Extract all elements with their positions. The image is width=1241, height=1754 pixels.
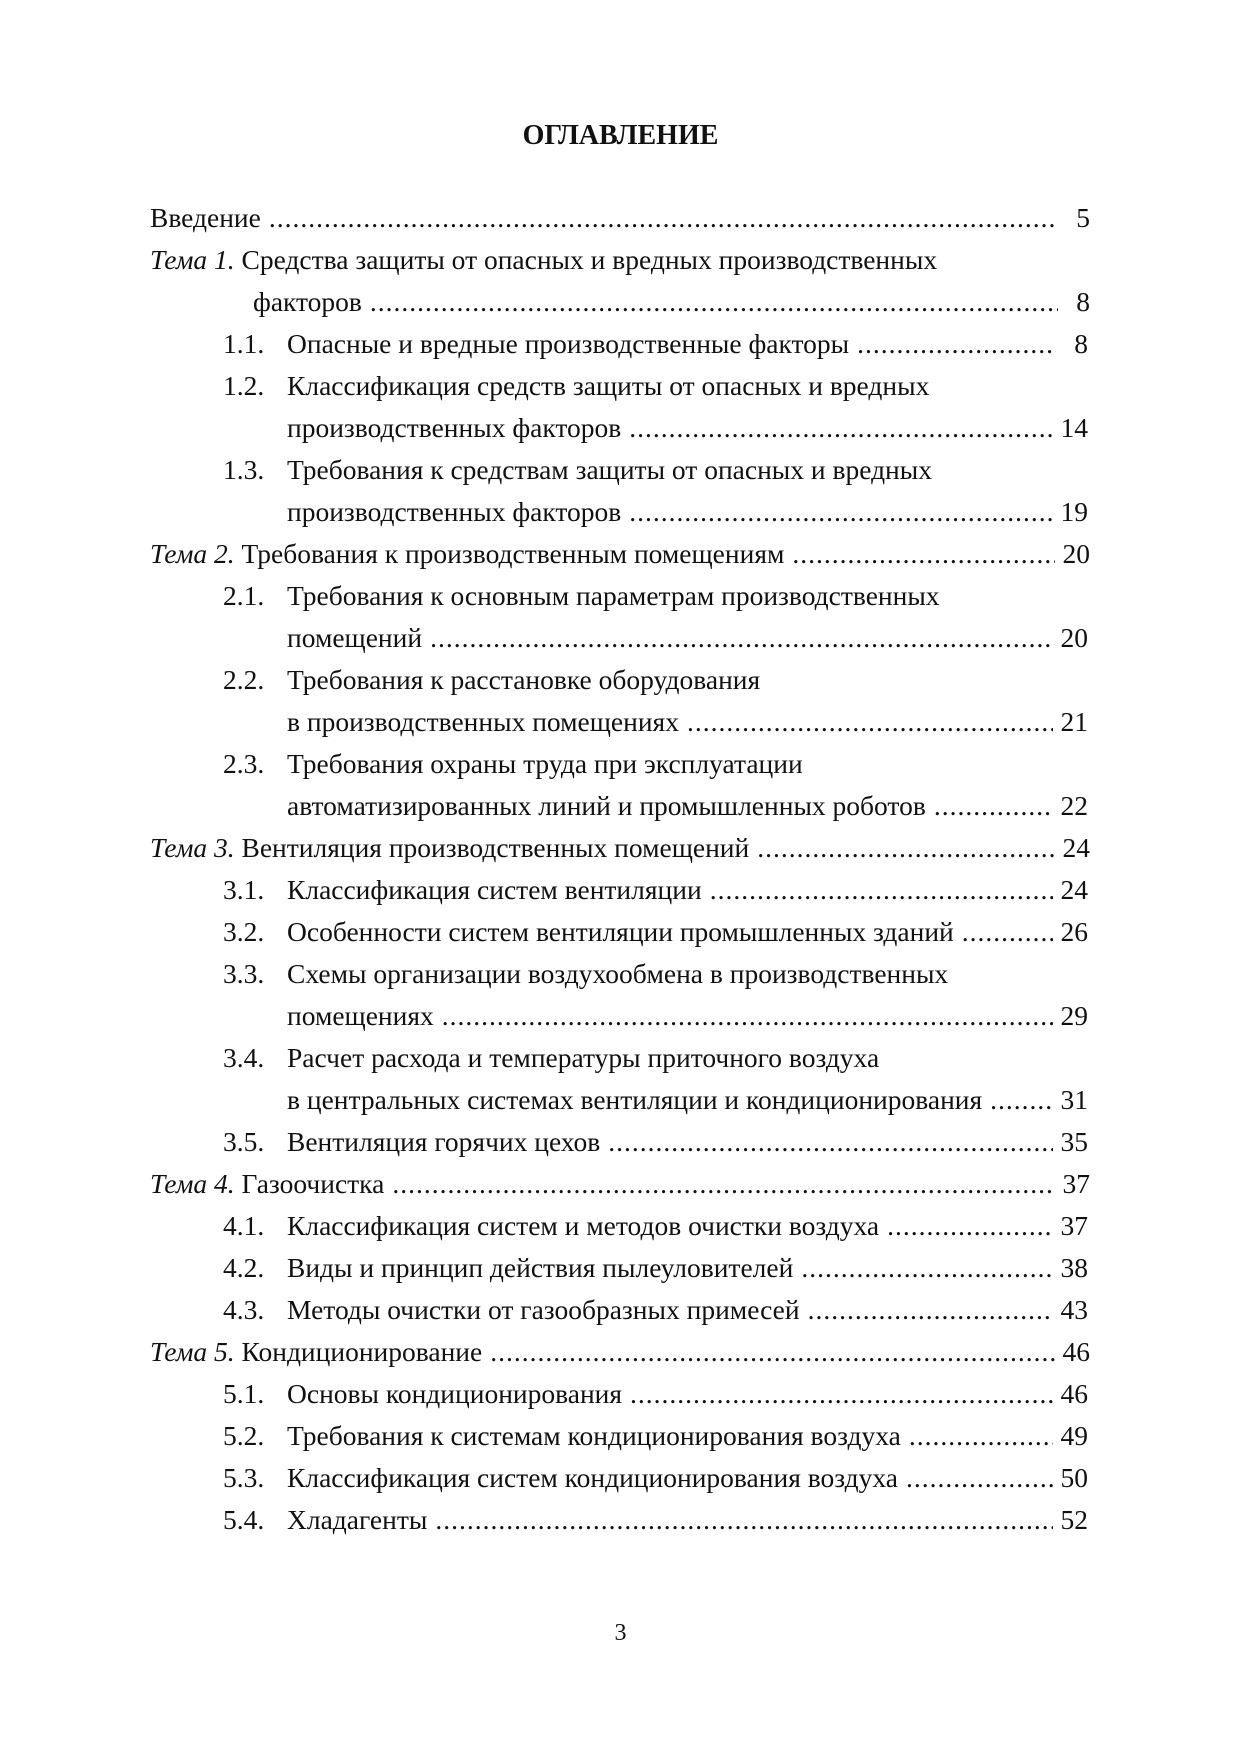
toc-subentry-text: Требования к расстановке оборудования [287,664,761,695]
dot-leader [887,1205,1052,1247]
dot-leader [962,911,1053,953]
toc-subentry[interactable] [150,1499,1090,1541]
toc-subentry-continued[interactable] [150,407,1090,449]
toc-theme-label: Тема 2. [150,538,235,569]
toc-page-number: 38 [1060,1252,1088,1283]
page-title: ОГЛАВЛЕНИЕ [522,120,719,151]
toc-subentry-number: 2.3. [223,748,265,779]
toc-subentry-text: Требования охраны труда при эксплуатации [287,748,803,779]
dot-leader [687,701,1053,743]
toc-entry-text: Введение [150,202,261,233]
toc-theme-title: Требования к производственным помещениям [241,538,785,569]
toc-subentry-number: 3.3. [223,958,265,989]
table-of-contents [150,197,1090,1541]
toc-subentry-continued[interactable] [150,995,1090,1037]
toc-page-number: 37 [1062,1168,1090,1199]
toc-theme-title: Кондиционирование [241,1336,483,1367]
dot-leader [801,1247,1052,1289]
toc-subentry-text: Требования к основным параметрам производственных [287,580,940,611]
toc-subentry[interactable] [150,911,1090,953]
toc-theme-label: Тема 4. [150,1168,235,1199]
toc-subentry-number: 5.3. [223,1462,265,1493]
dot-leader [710,869,1053,911]
toc-subentry[interactable] [150,1415,1090,1457]
toc-subentry[interactable] [150,365,1090,407]
dot-leader [906,1457,1053,1499]
toc-subentry[interactable] [150,953,1090,995]
spacer [235,533,242,575]
toc-subentry-number: 4.3. [223,1294,265,1325]
toc-page-number: 20 [1060,622,1088,653]
toc-subentry-text-continued: производственных факторов [287,412,622,443]
toc-subentry[interactable] [150,1457,1090,1499]
dot-leader [629,491,1052,533]
toc-page-number: 50 [1060,1462,1088,1493]
toc-subentry-number: 5.2. [223,1420,265,1451]
toc-subentry-number: 4.2. [223,1252,265,1283]
dot-leader [435,1499,1052,1541]
toc-page-number: 46 [1062,1336,1090,1367]
toc-theme-2[interactable] [150,533,1090,575]
toc-subentry-text-continued: в центральных системах вентиляции и кондиционирования [287,1084,983,1115]
toc-subentry-text-continued: автоматизированных линий и промышленных роботов [287,790,926,821]
toc-subentry[interactable] [150,1373,1090,1415]
toc-subentry-text: Вентиляция горячих цехов [287,1126,601,1157]
toc-theme-1-continued[interactable] [150,281,1090,323]
dot-leader [490,1331,1054,1373]
toc-page-number: 26 [1060,916,1088,947]
dot-leader [629,407,1052,449]
toc-page-number: 24 [1060,874,1088,905]
toc-page-number: 49 [1060,1420,1088,1451]
toc-subentry-text-continued: помещений [287,622,423,653]
dot-leader [857,323,1056,365]
dot-leader [608,1121,1052,1163]
toc-theme-label: Тема 1. [150,244,235,275]
toc-theme-5[interactable] [150,1331,1090,1373]
toc-subentry-number: 3.1. [223,874,265,905]
toc-page-number: 37 [1060,1210,1088,1241]
toc-subentry-number: 3.4. [223,1042,265,1073]
dot-leader [630,1373,1052,1415]
toc-subentry-continued[interactable] [150,701,1090,743]
page-number: 3 [614,1620,627,1646]
toc-subentry-text: Опасные и вредные производственные факторы [287,328,850,359]
toc-theme-title: Средства защиты от опасных и вредных производственных [241,244,938,275]
spacer [235,1163,242,1205]
toc-theme-label: Тема 5. [150,1336,235,1367]
toc-theme-1[interactable] [150,239,1090,281]
spacer [235,1331,242,1373]
toc-page-number: 24 [1062,832,1090,863]
toc-subentry[interactable] [150,1247,1090,1289]
toc-page-number: 43 [1060,1294,1088,1325]
toc-page-number: 5 [1076,202,1090,233]
toc-subentry-text: Требования к системам кондиционирования воздуха [287,1420,901,1451]
toc-page-number: 21 [1060,706,1088,737]
dot-leader [792,533,1054,575]
toc-page-number: 8 [1074,328,1088,359]
toc-subentry-continued[interactable] [150,1079,1090,1121]
toc-subentry-text: Хладагенты [287,1504,428,1535]
toc-subentry-text: Особенности систем вентиляции промышленных зданий [287,916,954,947]
toc-theme-title: Газоочистка [241,1168,385,1199]
toc-theme-3[interactable] [150,827,1090,869]
toc-subentry-text: Классификация систем кондиционирования воздуха [287,1462,898,1493]
toc-entry-intro[interactable] [150,197,1090,239]
toc-subentry[interactable] [150,449,1090,491]
toc-subentry-number: 2.2. [223,664,265,695]
toc-page-number: 22 [1060,790,1088,821]
toc-subentry[interactable] [150,659,1090,701]
toc-subentry-continued[interactable] [150,617,1090,659]
toc-subentry-continued[interactable] [150,785,1090,827]
toc-subentry[interactable] [150,1037,1090,1079]
toc-page-number: 52 [1060,1504,1088,1535]
toc-themes [150,239,1090,1541]
dot-leader [934,785,1053,827]
dot-leader [430,617,1052,659]
toc-subentry-number: 2.1. [223,580,265,611]
toc-subentry[interactable] [150,575,1090,617]
toc-page-number: 19 [1060,496,1088,527]
dot-leader [269,197,1058,239]
spacer [235,827,242,869]
toc-subentry[interactable] [150,1205,1090,1247]
toc-subentry[interactable] [150,869,1090,911]
toc-subentry-text-continued: в производственных помещениях [287,706,679,737]
toc-page-number: 8 [1076,286,1090,317]
toc-subentry-number: 3.2. [223,916,265,947]
toc-subentry[interactable] [150,323,1090,365]
toc-page-number: 20 [1062,538,1090,569]
dot-leader [392,1163,1054,1205]
toc-theme-4[interactable] [150,1163,1090,1205]
toc-subentry-text: Виды и принцип действия пылеуловителей [287,1252,794,1283]
toc-subentry-number: 4.1. [223,1210,265,1241]
spacer [235,239,242,281]
dot-leader [370,281,1058,323]
toc-subentry[interactable] [150,1121,1090,1163]
toc-subentry-number: 3.5. [223,1126,265,1157]
toc-subentry-continued[interactable] [150,491,1090,533]
toc-theme-title: Вентиляция производственных помещений [241,832,750,863]
toc-subentry-text: Схемы организации воздухообмена в производственных [287,958,949,989]
toc-subentry-text: Классификация систем и методов очистки воздуха [287,1210,880,1241]
toc-theme-title-continued: факторов [253,286,362,317]
toc-subentry-text: Классификация систем вентиляции [287,874,702,905]
toc-subentry-text: Классификация средств защиты от опасных и вредных [287,370,930,401]
toc-page-number: 46 [1060,1378,1088,1409]
toc-subentry-number: 5.4. [223,1504,265,1535]
dot-leader [808,1289,1053,1331]
toc-page-number: 14 [1060,412,1088,443]
toc-subentry-number: 1.2. [223,370,265,401]
toc-subentry-number: 1.3. [223,454,265,485]
toc-page-number: 35 [1060,1126,1088,1157]
dot-leader [757,827,1054,869]
dot-leader [909,1415,1053,1457]
dot-leader [442,995,1053,1037]
toc-subentry-number: 5.1. [223,1378,265,1409]
toc-subentry-text: Расчет расхода и температуры приточного воздуха [287,1042,880,1073]
toc-subentry-text: Основы кондиционирования [287,1378,623,1409]
toc-subentry-text: Методы очистки от газообразных примесей [287,1294,800,1325]
toc-subentry-text-continued: производственных факторов [287,496,622,527]
toc-page-number: 29 [1060,1000,1088,1031]
toc-theme-label: Тема 3. [150,832,235,863]
toc-subentry-text-continued: помещениях [287,1000,434,1031]
dot-leader [990,1079,1052,1121]
toc-subentry[interactable] [150,1289,1090,1331]
toc-subentry[interactable] [150,743,1090,785]
toc-page-number: 31 [1060,1084,1088,1115]
toc-subentry-text: Требования к средствам защиты от опасных и вредных [287,454,933,485]
toc-subentry-number: 1.1. [223,328,265,359]
